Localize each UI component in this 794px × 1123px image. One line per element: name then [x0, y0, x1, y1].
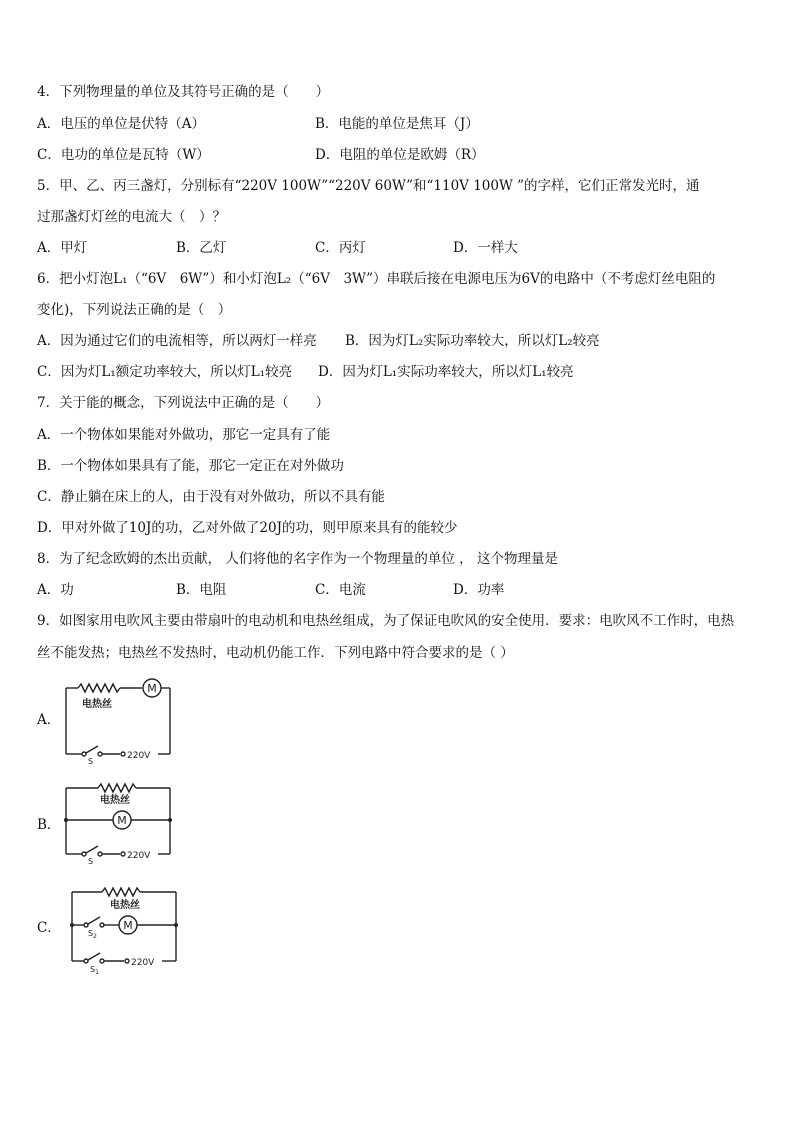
q8-option-c: C．电流	[315, 582, 366, 598]
switch-label: S	[88, 757, 94, 764]
circuit-diagram-c	[66, 884, 186, 974]
heater-label: 电热丝	[82, 699, 112, 710]
q8-stem: 8．为了纪念欧姆的杰出贡献， 人们将他的名字作为一个物理量的单位 ， 这个物理量是	[37, 551, 558, 567]
heater-label: 电热丝	[110, 900, 140, 911]
q7-option-c: C．静止躺在床上的人，由于没有对外做功，所以不具有能	[37, 489, 385, 505]
voltage-label: 220V	[127, 751, 151, 761]
q9-option-a-label: A．	[37, 712, 61, 728]
heater-label: 电热丝	[100, 795, 130, 806]
power-terminal	[121, 752, 125, 756]
motor-label: M	[147, 682, 157, 695]
switch-icon	[86, 846, 98, 853]
heater-resistor	[78, 684, 120, 692]
q4-option-b: B．电能的单位是焦耳（J）	[315, 116, 479, 132]
voltage-label: 220V	[127, 851, 151, 861]
q5-option-c: C．丙灯	[315, 240, 366, 256]
junction-dot	[168, 818, 172, 822]
q4-stem: 4．下列物理量的单位及其符号正确的是（ ）	[37, 84, 330, 100]
motor-label: M	[117, 814, 127, 827]
q5-option-b: B．乙灯	[176, 240, 227, 256]
circuit-diagram-a	[60, 676, 180, 764]
q6-stem-line2: 变化)，下列说法正确的是（ ）	[37, 302, 232, 318]
q5-option-a: A．甲灯	[37, 240, 88, 256]
q8-option-a: A．功	[37, 582, 74, 598]
q7-option-b: B．一个物体如果具有了能，那它一定正在对外做功	[37, 458, 344, 474]
junction-dot	[174, 923, 178, 927]
q6-option-b: B．因为灯L₂实际功率较大，所以灯L₂较亮	[345, 333, 600, 349]
junction-dot	[64, 818, 68, 822]
heater-resistor	[98, 784, 136, 792]
q8-option-b: B．电阻	[176, 582, 227, 598]
switch1-icon	[88, 953, 100, 960]
switch-icon	[86, 746, 98, 753]
q6-option-a: A．因为通过它们的电流相等，所以两灯一样亮	[37, 333, 317, 349]
q8-option-d: D．功率	[453, 582, 505, 598]
q9-stem-line2: 丝不能发热；电热丝不发热时，电动机仍能工作．下列电路中符合要求的是（ ）	[37, 645, 514, 661]
q7-option-d: D．甲对外做了10J的功，乙对外做了20J的功，则甲原来具有的能较少	[37, 520, 458, 536]
q4-option-d: D．电阻的单位是欧姆（R）	[315, 147, 485, 163]
switch-contact	[82, 752, 86, 756]
q7-stem: 7．关于能的概念，下列说法中正确的是（ ）	[37, 395, 330, 411]
q6-stem-line1: 6．把小灯泡L₁（“6V 6W”）和小灯泡L₂（“6V 3W”）串联后接在电源电压为6V的电路中（不考虑灯丝电阻的	[37, 271, 716, 287]
junction-dot	[70, 923, 74, 927]
switch2-label: $S_2$	[88, 929, 97, 940]
q9-stem-line1: 9．如图家用电吹风主要由带扇叶的电动机和电热丝组成，为了保证电吹风的安全使用．要求：电吹风不工作时，电热	[37, 613, 735, 629]
power-terminal	[125, 959, 129, 963]
q5-option-d: D．一样大	[453, 240, 518, 256]
switch2-icon	[88, 917, 100, 924]
q4-option-a: A．电压的单位是伏特（A）	[37, 116, 205, 132]
q9-option-c-label: C．	[37, 920, 61, 936]
q6-option-d: D．因为灯L₁实际功率较大，所以灯L₁较亮	[318, 364, 574, 380]
q6-option-c: C．因为灯L₁额定功率较大，所以灯L₁较亮	[37, 364, 293, 380]
q5-stem-line1: 5．甲、乙、丙三盏灯，分别标有“220V 100W”“220V 60W”和“110V 100W ”的字样，它们正常发光时，通	[37, 178, 700, 194]
power-terminal	[121, 852, 125, 856]
circuit-diagram-b	[60, 780, 180, 864]
motor-label: M	[123, 919, 133, 932]
q7-option-a: A．一个物体如果能对外做功，那它一定具有了能	[37, 427, 331, 443]
switch-label: S	[88, 857, 94, 864]
switch1-label: $S_1$	[90, 965, 99, 974]
q9-option-b-label: B．	[37, 817, 61, 833]
q5-stem-line2: 过那盏灯灯丝的电流大（ ）？	[37, 209, 226, 225]
heater-resistor	[102, 888, 140, 896]
q4-option-c: C．电功的单位是瓦特（W）	[37, 147, 210, 163]
voltage-label: 220V	[131, 958, 155, 968]
